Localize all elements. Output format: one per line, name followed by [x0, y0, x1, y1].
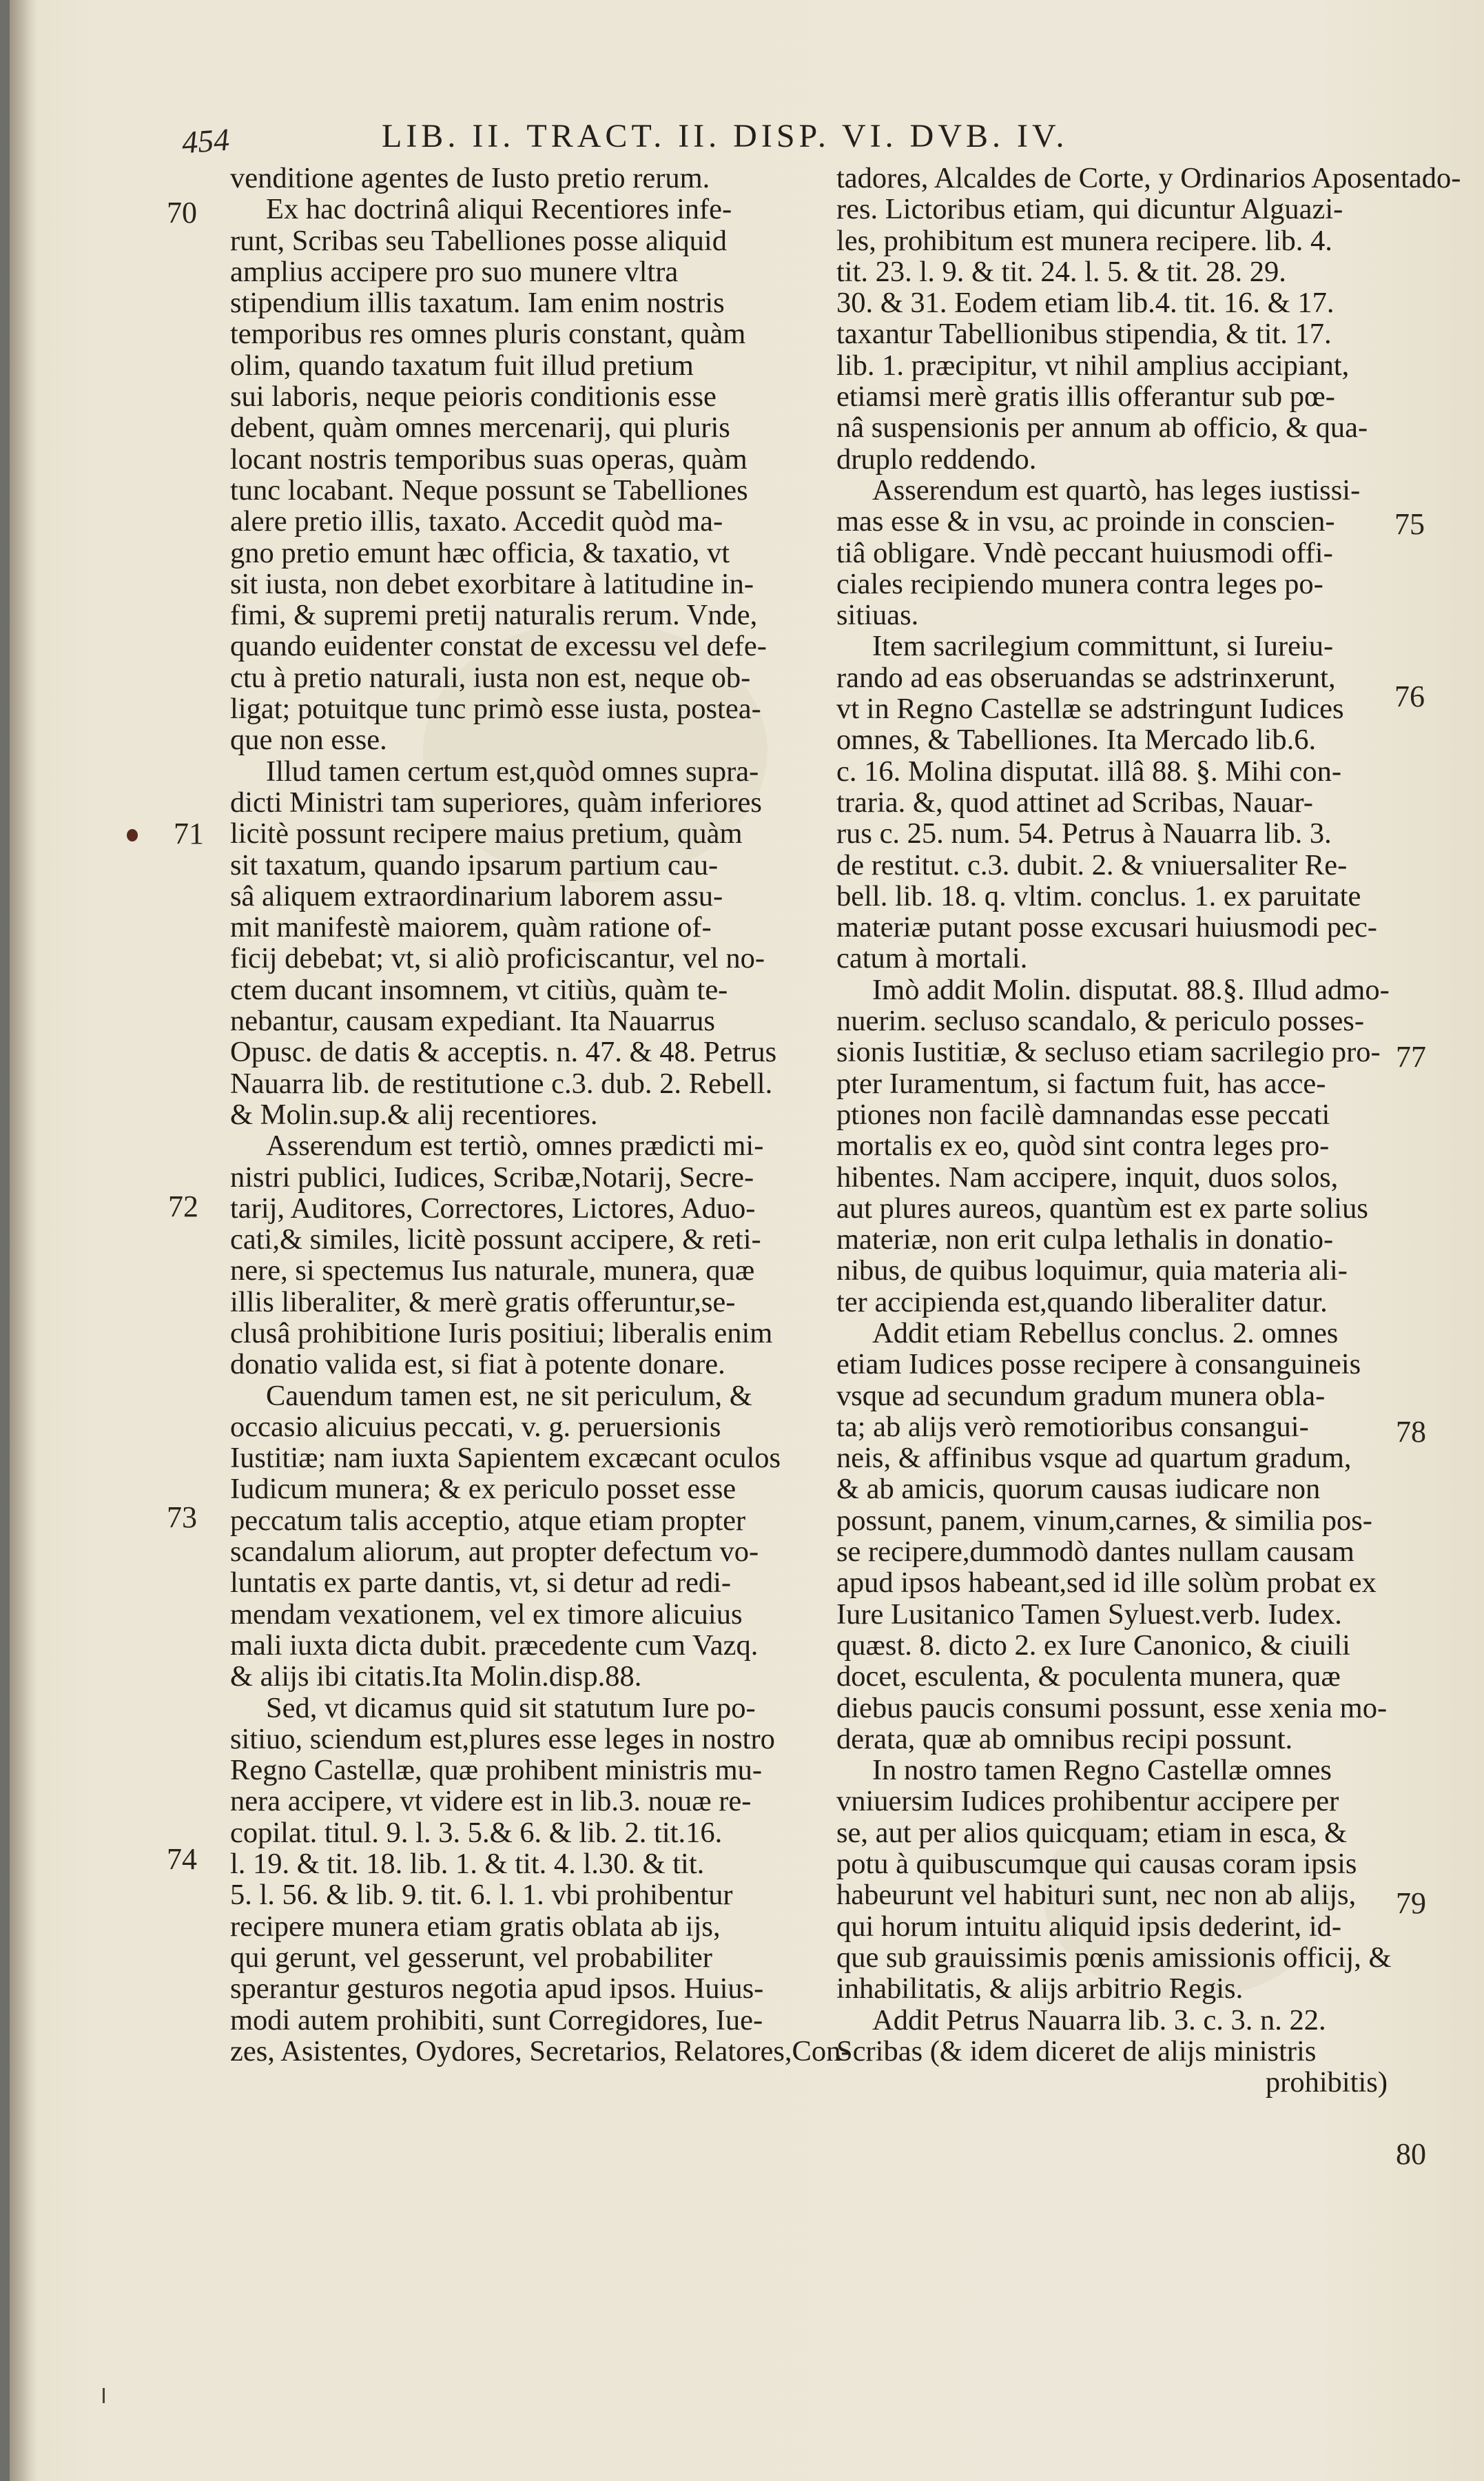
text-line: cati,& similes, licitè possunt accipere, & reti- — [230, 1223, 761, 1256]
text-line: tit. 23. l. 9. & tit. 24. l. 5. & tit. 28. 29. — [836, 255, 1286, 288]
book-page — [10, 0, 1484, 2481]
text-line: res. Lictoribus etiam, qui dicuntur Alguazi- — [836, 193, 1343, 226]
text-line: mas esse & in vsu, ac proinde in conscien- — [836, 505, 1335, 538]
text-line: l. 19. & tit. 18. lib. 1. & tit. 4. l.30. & tit. — [230, 1848, 705, 1881]
text-line: Regno Castellæ, quæ prohibent ministris mu- — [230, 1754, 763, 1787]
text-line: amplius accipere pro suo munere vltra — [230, 255, 679, 288]
text-line: habeurunt vel habituri sunt, nec non ab alijs, — [836, 1879, 1357, 1912]
text-line: apud ipsos habeant,sed id ille solùm probat ex — [836, 1566, 1377, 1600]
text-line: & Molin.sup.& alij recentiores. — [230, 1098, 598, 1131]
text-line: Addit Petrus Nauarra lib. 3. c. 3. n. 22. — [872, 2003, 1326, 2036]
text-line: stipendium illis taxatum. Iam enim nostris — [230, 287, 725, 320]
text-line: Iudicum munera; & ex periculo posset esse — [230, 1473, 736, 1506]
text-line: Iure Lusitanico Tamen Syluest.verb. Iudex. — [836, 1597, 1342, 1631]
text-line: Scribas (& idem diceret de alijs ministris — [836, 2034, 1317, 2068]
text-line: gno pretio emunt hæc officia, & taxatio, vt — [230, 536, 730, 569]
text-line: copilat. titul. 9. l. 3. 5.& 6. & lib. 2. tit.16. — [230, 1816, 723, 1849]
text-line: Cauendum tamen est, ne sit periculum, & — [266, 1379, 752, 1412]
paragraph-number: 71 — [174, 817, 204, 850]
text-line: inhabilitatis, & alijs arbitrio Regis. — [836, 1972, 1244, 2005]
text-line: materiæ putant posse excusari huiusmodi pec- — [836, 911, 1377, 944]
text-line: vsque ad secundum gradum munera obla- — [836, 1379, 1326, 1412]
text-line: ter accipienda est,quando liberaliter datur. — [836, 1285, 1328, 1318]
gutter-shadow — [10, 0, 37, 2481]
text-line: zes, Asistentes, Oydores, Secretarios, Relatores,Con- — [230, 2034, 851, 2068]
text-line: venditione agentes de Iusto pretio rerum. — [230, 162, 710, 194]
running-title: LIB. II. TRACT. II. DISP. VI. DVB. IV. — [382, 118, 1069, 154]
paragraph-number: 72 — [168, 1190, 198, 1223]
ink-blot — [127, 829, 138, 841]
text-line: possunt, panem, vinum,carnes, & similia pos- — [836, 1504, 1372, 1537]
paragraph-number: 73 — [167, 1500, 197, 1534]
text-line: les, prohibitum est munera recipere. lib. 4. — [836, 224, 1332, 257]
text-line: Item sacrilegium committunt, si Iureiu- — [872, 630, 1334, 663]
text-line: docet, esculenta, & poculenta munera, quæ — [836, 1660, 1341, 1693]
text-line: temporibus res omnes pluris constant, quàm — [230, 318, 746, 351]
text-line: peccatum talis acceptio, atque etiam propter — [230, 1504, 746, 1537]
margin-tick-mark — [103, 2388, 105, 2403]
text-line: catum à mortali. — [836, 942, 1028, 975]
text-line: ligat; potuitque tunc primò esse iusta, postea- — [230, 693, 761, 726]
text-line: Sed, vt dicamus quid sit statutum Iure po- — [266, 1691, 756, 1724]
text-line: quando euidenter constat de excessu vel defe- — [230, 630, 767, 663]
text-line: vniuersim Iudices prohibentur accipere per — [836, 1785, 1339, 1818]
text-line: Imò addit Molin. disputat. 88.§. Illud admo- — [872, 973, 1390, 1006]
text-line: mendam vexationem, vel ex timore alicuius — [230, 1597, 743, 1631]
text-line: materiæ, non erit culpa lethalis in donatio- — [836, 1223, 1334, 1256]
text-line: nistri publici, Iudices, Scribæ,Notarij, Secre- — [230, 1161, 754, 1194]
text-line: potu à quibuscumque qui causas coram ipsis — [836, 1848, 1357, 1881]
text-line: ciales recipiendo munera contra leges po- — [836, 567, 1323, 600]
text-line: se recipere,dummodò dantes nullam causam — [836, 1535, 1354, 1569]
text-line: illis liberaliter, & merè gratis offeruntur,se- — [230, 1285, 736, 1318]
text-line: aut plures aureos, quantùm est ex parte solius — [836, 1192, 1368, 1225]
text-line: ta; ab alijs verò remotioribus consangui- — [836, 1410, 1309, 1443]
text-line: occasio alicuius peccati, v. g. peruersionis — [230, 1410, 721, 1443]
paragraph-number: 75 — [1394, 507, 1425, 541]
paragraph-number: 79 — [1396, 1886, 1426, 1920]
text-line: Illud tamen certum est,quòd omnes supra- — [266, 755, 759, 788]
text-line: Iustitiæ; nam iuxta Sapientem excæcant oculos — [230, 1442, 781, 1475]
text-line: luntatis ex parte dantis, vt, si detur ad redi- — [230, 1566, 732, 1600]
text-line: nâ suspensionis per annum ab officio, & qua- — [836, 411, 1368, 445]
text-line: sitiuas. — [836, 599, 919, 632]
text-line: de restitut. c.3. dubit. 2. & vniuersaliter Re- — [836, 848, 1348, 881]
text-line: c. 16. Molina disputat. illâ 88. §. Mihi con- — [836, 755, 1342, 788]
running-head — [182, 117, 1394, 165]
text-line: Asserendum est tertiò, omnes prædicti mi- — [266, 1130, 764, 1163]
text-line: qui gerunt, vel gesserunt, vel probabiliter — [230, 1941, 712, 1974]
text-line: etiam Iudices posse recipere à consanguineis — [836, 1348, 1361, 1381]
text-line: nuerim. secluso scandalo, & periculo posses- — [836, 1005, 1364, 1038]
text-line: bell. lib. 18. q. vltim. conclus. 1. ex paruitate — [836, 879, 1361, 912]
text-line: mali iuxta dicta dubit. præcedente cum Vazq. — [230, 1629, 759, 1662]
paragraph-number: 80 — [1396, 2137, 1426, 2171]
text-line: Asserendum est quartò, has leges iustissi- — [872, 473, 1361, 507]
text-line: nebantur, causam expediant. Ita Nauarrus — [230, 1005, 715, 1038]
text-line: dicti Ministri tam superiores, quàm inferiores — [230, 786, 762, 819]
text-line: ptiones non facilè damnandas esse peccati — [836, 1098, 1330, 1131]
text-line: In nostro tamen Regno Castellæ omnes — [872, 1754, 1332, 1787]
text-line: que non esse. — [230, 724, 387, 757]
text-line: druplo reddendo. — [836, 442, 1037, 476]
text-line: nere, si spectemus Ius naturale, munera, quæ — [230, 1254, 755, 1287]
paragraph-number: 78 — [1396, 1415, 1426, 1449]
text-line: licitè possunt recipere maius pretium, quàm — [230, 817, 743, 850]
paragraph-number: 74 — [167, 1842, 197, 1876]
text-line: pter Iuramentum, si factum fuit, has acce- — [836, 1067, 1326, 1100]
text-line: ctu à pretio naturali, iusta non est, neque ob- — [230, 661, 751, 694]
text-line: tunc locabant. Neque possunt se Tabelliones — [230, 473, 748, 507]
text-line: tadores, Alcaldes de Corte, y Ordinarios Aposentado- — [836, 162, 1461, 194]
text-line: Nauarra lib. de restitutione c.3. dub. 2. Rebell. — [230, 1067, 773, 1100]
text-line: Opusc. de datis & acceptis. n. 47. & 48. Petrus — [230, 1036, 777, 1069]
text-line: sit iusta, non debet exorbitare à latitudine in- — [230, 567, 754, 600]
text-line: Addit etiam Rebellus conclus. 2. omnes — [872, 1316, 1339, 1349]
text-line: 5. l. 56. & lib. 9. tit. 6. l. 1. vbi prohibentur — [230, 1879, 733, 1912]
text-line: se, aut per alios quicquam; etiam in esca, & — [836, 1816, 1348, 1849]
text-line: & ab amicis, quorum causas iudicare non — [836, 1473, 1321, 1506]
text-line: sitiuo, sciendum est,plures esse leges in nostro — [230, 1722, 775, 1755]
text-line: modi autem prohibiti, sunt Corregidores, Iue- — [230, 2003, 763, 2036]
text-line: traria. &, quod attinet ad Scribas, Nauar- — [836, 786, 1313, 819]
text-line: omnes, & Tabelliones. Ita Mercado lib.6. — [836, 724, 1317, 757]
text-line: tarij, Auditores, Correctores, Lictores, Aduo- — [230, 1192, 756, 1225]
text-line: olim, quando taxatum fuit illud pretium — [230, 349, 694, 382]
text-line: derata, quæ ab omnibus recipi possunt. — [836, 1722, 1293, 1755]
text-line: sionis Iustitiæ, & secluso etiam sacrilegio pro- — [836, 1036, 1381, 1069]
text-line: nera accipere, vt videre est in lib.3. nouæ re- — [230, 1785, 752, 1818]
text-line: sâ aliquem extraordinarium laborem assu- — [230, 879, 723, 912]
text-line: donatio valida est, si fiat à potente donare. — [230, 1348, 725, 1381]
text-line: locant nostris temporibus suas operas, quàm — [230, 442, 748, 476]
text-line: sit taxatum, quando ipsarum partium cau- — [230, 848, 719, 881]
text-line: tiâ obligare. Vndè peccant huiusmodi offi- — [836, 536, 1333, 569]
page-number: 454 — [181, 121, 231, 161]
text-line: etiamsi merè gratis illis offerantur sub pœ- — [836, 380, 1335, 414]
text-line: nibus, de quibus loquimur, quia materia ali- — [836, 1254, 1348, 1287]
text-line: diebus paucis consumi possunt, esse xenia mo- — [836, 1691, 1388, 1724]
text-line: runt, Scribas seu Tabelliones posse aliquid — [230, 224, 727, 257]
paragraph-number: 77 — [1396, 1040, 1426, 1074]
text-line: scandalum aliorum, aut propter defectum vo- — [230, 1535, 759, 1569]
text-line: rando ad eas obseruandas se adstrinxerunt, — [836, 661, 1336, 694]
text-line: sui laboris, neque peioris conditionis esse — [230, 380, 717, 414]
text-line: qui horum intuitu aliquid ipsis dederint, id- — [836, 1910, 1342, 1943]
text-line: mit manifestè maiorem, quàm ratione of- — [230, 911, 712, 944]
text-line: ctem ducant insomnem, vt citiùs, quàm te- — [230, 973, 728, 1006]
text-line: clusâ prohibitione Iuris positiui; liberalis enim — [230, 1316, 773, 1349]
text-line: Ex hac doctrinâ aliqui Recentiores infe- — [266, 193, 732, 226]
text-line: debent, quàm omnes mercenarij, qui pluris — [230, 411, 730, 445]
text-line: quæst. 8. dicto 2. ex Iure Canonico, & ciuili — [836, 1629, 1350, 1662]
text-line: sperantur gesturos negotia apud ipsos. Huius- — [230, 1972, 764, 2005]
text-line: recipere munera etiam gratis oblata ab ijs, — [230, 1910, 721, 1943]
text-line: ficij debebat; vt, si aliò proficiscantur, vel no- — [230, 942, 765, 975]
left-column — [230, 162, 851, 2068]
text-line: taxantur Tabellionibus stipendia, & tit. 17. — [836, 318, 1332, 351]
text-line: vt in Regno Castellæ se adstringunt Iudices — [836, 693, 1344, 726]
text-line: que sub grauissimis pœnis amissionis officij, & — [836, 1941, 1392, 1974]
text-line: mortalis ex eo, quòd sint contra leges pro- — [836, 1130, 1330, 1163]
paragraph-number: 70 — [167, 196, 197, 229]
text-line: alere pretio illis, taxato. Accedit quòd ma- — [230, 505, 723, 538]
text-line: prohibitis) — [1265, 2066, 1388, 2099]
text-line: fimi, & supremi pretij naturalis rerum. Vnde, — [230, 599, 758, 632]
text-line: 30. & 31. Eodem etiam lib.4. tit. 16. & 17. — [836, 287, 1334, 320]
text-line: hibentes. Nam accipere, inquit, duos solos, — [836, 1161, 1339, 1194]
text-line: lib. 1. præcipitur, vt nihil amplius accipiant, — [836, 349, 1350, 382]
text-line: neis, & affinibus vsque ad quartum gradum, — [836, 1442, 1352, 1475]
text-line: rus c. 25. num. 54. Petrus à Nauarra lib. 3. — [836, 817, 1332, 850]
paragraph-number: 76 — [1394, 680, 1425, 713]
text-line: & alijs ibi citatis.Ita Molin.disp.88. — [230, 1660, 642, 1693]
